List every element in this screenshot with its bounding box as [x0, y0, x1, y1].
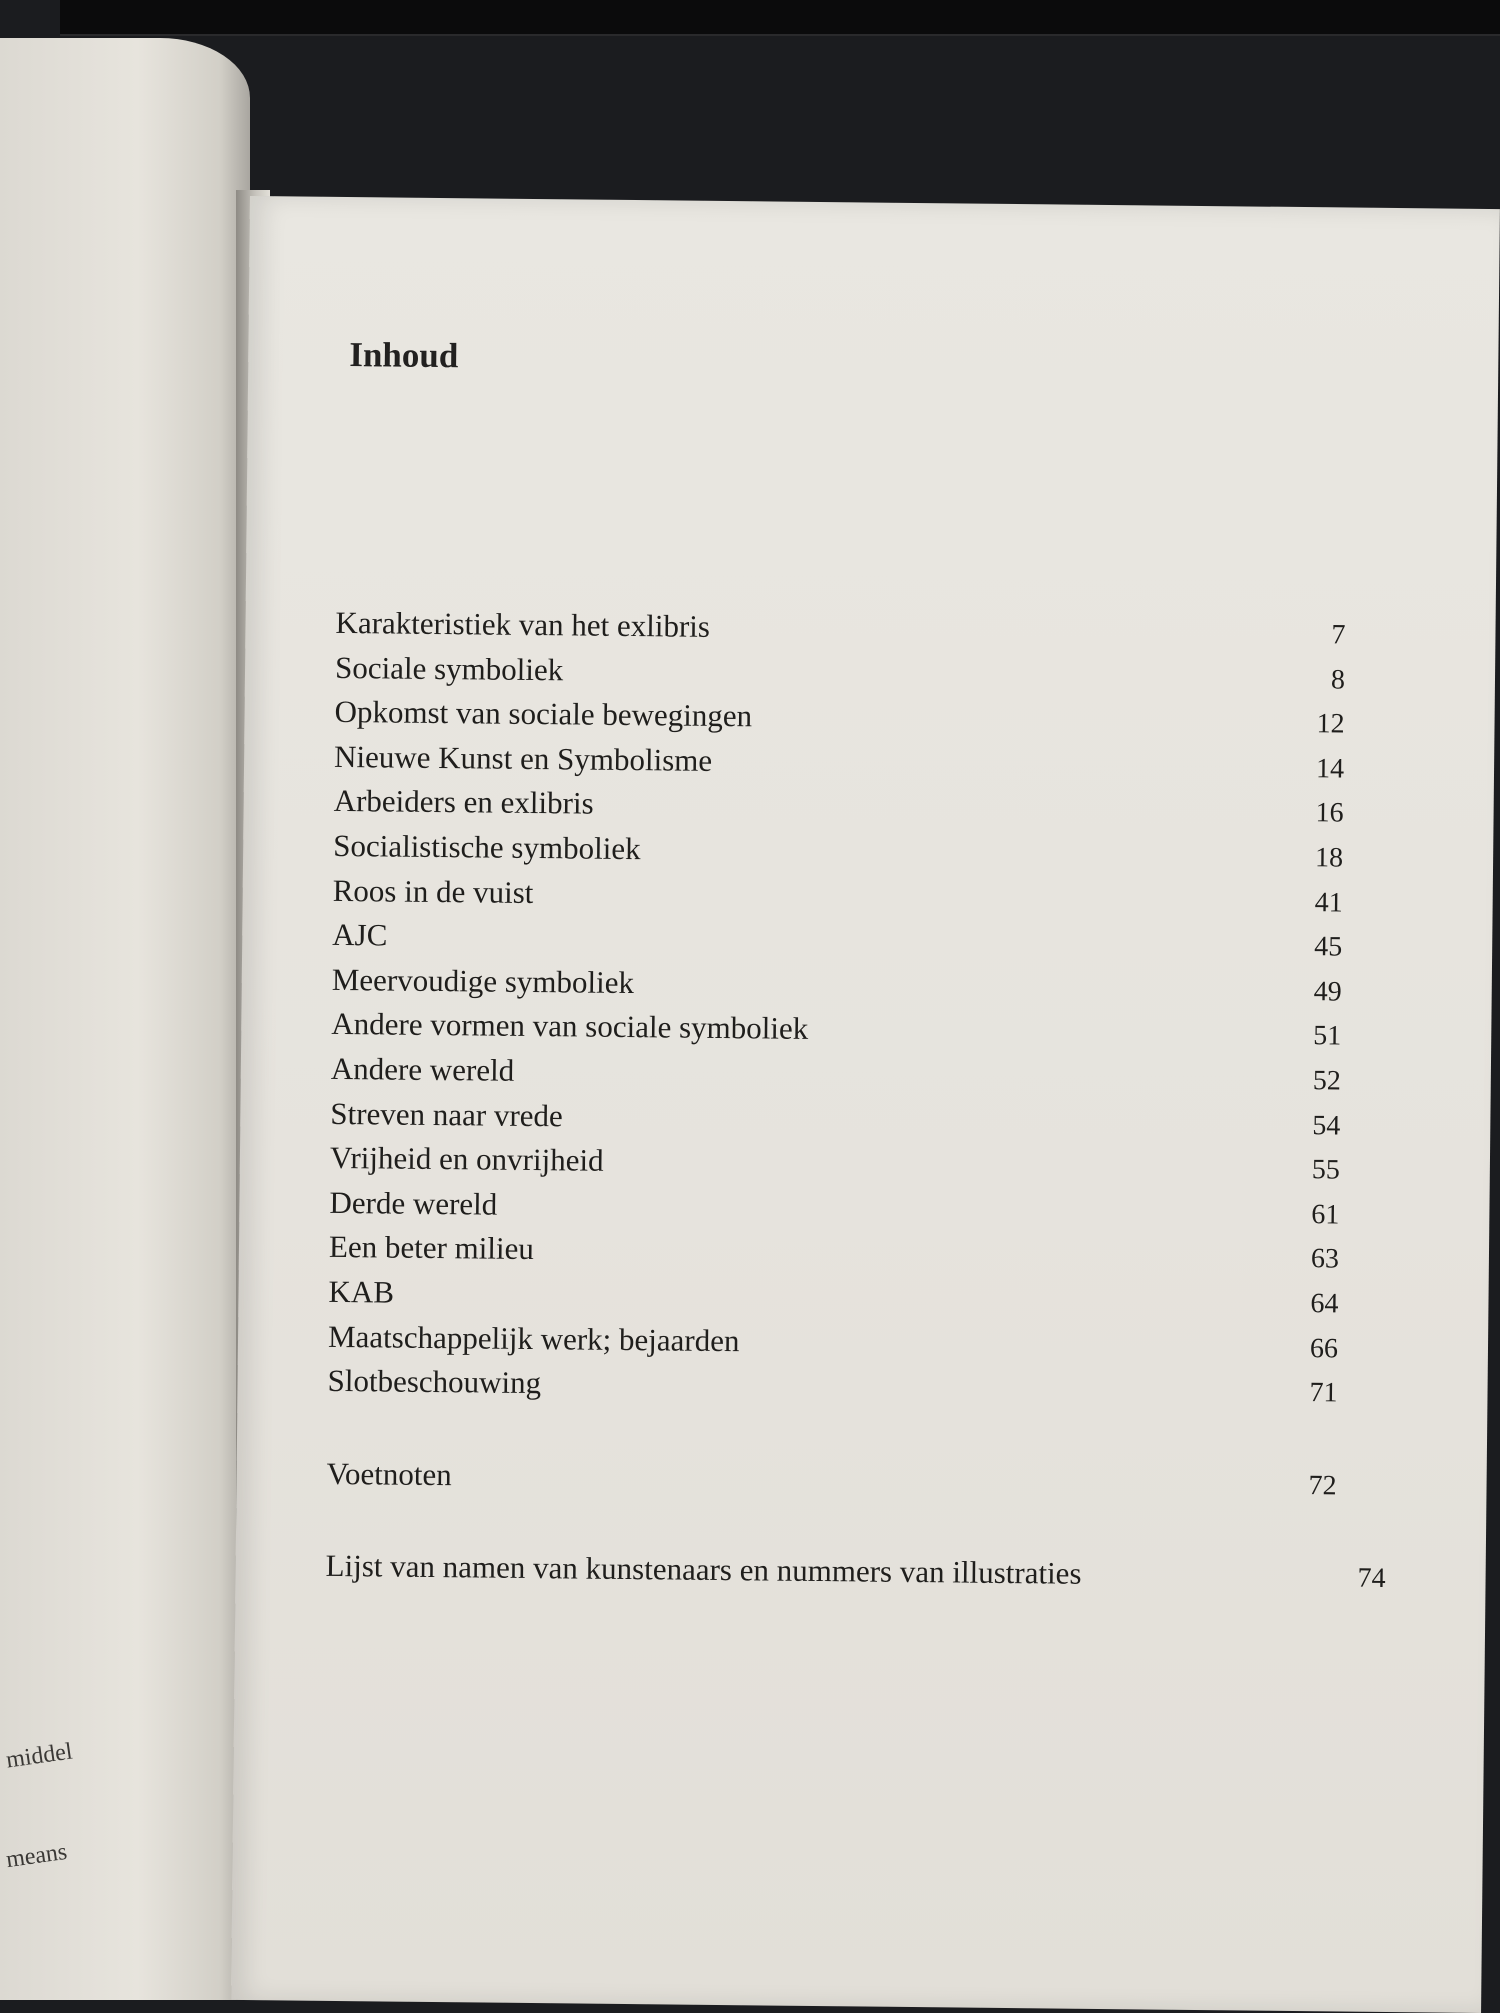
toc-entry-page: 7 — [1331, 619, 1346, 651]
toc-entry-title: Meervoudige symboliek — [331, 961, 635, 1000]
toc-entry-page: 66 — [1309, 1332, 1339, 1364]
toc-entry-title: Maatschappelijk werk; bejaarden — [327, 1318, 740, 1358]
toc-entry-page: 64 — [1310, 1288, 1339, 1320]
toc-list — [325, 605, 1395, 1604]
toc-entry-title: Streven naar vrede — [330, 1095, 563, 1133]
book-top-edge — [60, 0, 1500, 36]
toc-entry-page: 74 — [1357, 1562, 1386, 1595]
toc-entry-page: 41 — [1314, 886, 1343, 919]
toc-entry-title: Roos in de vuist — [332, 872, 534, 910]
toc-entry-title: Sociale symboliek — [334, 649, 564, 687]
toc-entry-page: 72 — [1308, 1469, 1337, 1502]
toc-entry-page: 18 — [1314, 842, 1344, 874]
toc-entry-title: Arbeiders en exlibris — [333, 783, 594, 822]
toc-entry-title: Nieuwe Kunst en Symbolisme — [333, 738, 713, 778]
toc-entry-page: 8 — [1330, 663, 1346, 696]
toc-entry-page: 16 — [1315, 797, 1344, 829]
toc-entry-title: Socialistische symboliek — [333, 827, 641, 867]
toc-entry-title: Derde wereld — [329, 1184, 498, 1222]
toc-entry-title: Opkomst van sociale bewegingen — [334, 694, 753, 734]
toc-entry — [325, 1548, 1385, 1604]
toc-entry-page: 12 — [1316, 708, 1345, 740]
toc-entry-title: Een beter milieu — [328, 1229, 535, 1267]
toc-entry — [326, 1456, 1386, 1512]
toc-heading: Inhoud — [349, 335, 459, 376]
toc-entry-title: Karakteristiek van het exlibris — [335, 604, 711, 644]
toc-entry-page: 49 — [1313, 975, 1342, 1008]
toc-entry-title: Andere wereld — [330, 1050, 515, 1088]
toc-entry-page: 45 — [1314, 931, 1343, 963]
toc-entry-title: Slotbeschouwing — [327, 1362, 542, 1401]
toc-entry-page: 54 — [1312, 1109, 1341, 1141]
right-page — [231, 196, 1500, 2013]
left-page — [0, 38, 250, 2000]
toc-entry-page: 63 — [1310, 1243, 1340, 1275]
toc-entry-page: 61 — [1311, 1198, 1340, 1231]
toc-entry-page: 14 — [1315, 752, 1345, 785]
toc-entry-page: 51 — [1313, 1020, 1342, 1052]
toc-entry-title: KAB — [328, 1273, 395, 1310]
left-page-text-fragment: means — [4, 1838, 69, 1874]
toc-entry-title: Voetnoten — [326, 1455, 452, 1492]
toc-entry-page: 52 — [1312, 1065, 1341, 1097]
toc-entry-title: Lijst van namen van kunstenaars en nummers van illustraties — [325, 1548, 1082, 1592]
toc-entry-title: Andere vormen van sociale symboliek — [331, 1006, 809, 1047]
toc-entry-page: 55 — [1311, 1154, 1341, 1186]
left-page-text-fragment: middel — [4, 1738, 75, 1774]
toc-entry-title: Vrijheid en onvrijheid — [329, 1140, 604, 1178]
toc-entry-title: AJC — [332, 917, 388, 953]
toc-entry-page: 71 — [1309, 1377, 1338, 1409]
